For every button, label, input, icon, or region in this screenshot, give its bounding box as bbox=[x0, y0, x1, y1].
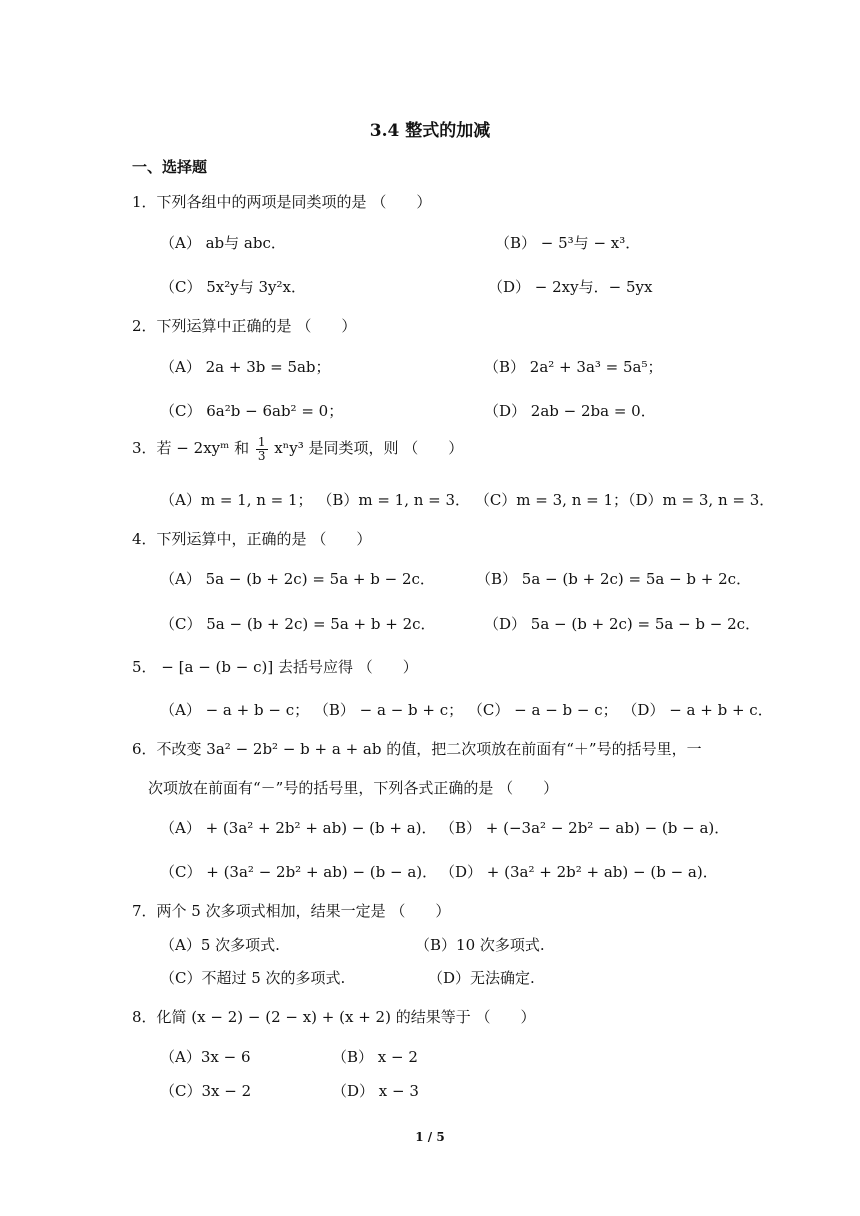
question-1-option-a: （A） ab与 abc． bbox=[160, 234, 286, 252]
question-8-stem: 8．化简 (x − 2) − (2 − x) + (x + 2) 的结果等于 （ ） bbox=[132, 1008, 536, 1026]
question-7-option-b: （B）10 次多项式. bbox=[415, 936, 545, 954]
question-7-option-d: （D）无法确定. bbox=[428, 969, 535, 987]
question-5-stem: 5． − [a − (b − c)] 去括号应得 （ ） bbox=[132, 658, 418, 676]
question-4-option-a: （A） 5a − (b + 2c) = 5a + b − 2c． bbox=[160, 570, 435, 588]
question-4-option-d: （D） 5a − (b + 2c) = 5a − b − 2c． bbox=[484, 615, 761, 633]
question-2-option-d: （D） 2ab − 2ba = 0． bbox=[484, 402, 656, 420]
question-2-stem: 2．下列运算中正确的是 （ ） bbox=[132, 317, 357, 335]
question-8-option-d: （D） x − 3 bbox=[332, 1082, 419, 1100]
question-1-stem: 1．下列各组中的两项是同类项的是 （ ） bbox=[132, 193, 432, 211]
section-heading: 一、选择题 bbox=[132, 158, 208, 176]
question-6-option-d: （D） + (3a² + 2b² + ab) − (b − a)． bbox=[440, 863, 718, 881]
question-3-stem-pre: 3．若 − 2xyᵐ 和 bbox=[132, 439, 250, 458]
question-6-stem-line-1: 6．不改变 3a² − 2b² − b + a + ab 的值，把二次项放在前面有“＋”号的括号里，一 bbox=[132, 740, 702, 758]
question-3-options: （A）m = 1, n = 1； （B）m = 1, n = 3． （C）m = 3, n = 1；（D）m = 3, n = 3． bbox=[160, 491, 775, 509]
fraction-numerator: 1 bbox=[257, 435, 266, 449]
fraction-denominator: 3 bbox=[257, 448, 266, 463]
question-4-stem: 4．下列运算中，正确的是 （ ） bbox=[132, 530, 372, 548]
question-5-options: （A） − a + b − c； （B） − a − b + c； （C） − a − b − c； （D） − a + b + c． bbox=[160, 701, 773, 719]
question-4-option-b: （B） 5a − (b + 2c) = 5a − b + 2c． bbox=[476, 570, 752, 588]
question-6-stem-line-2: 次项放在前面有“－”号的括号里，下列各式正确的是 （ ） bbox=[148, 779, 559, 797]
question-8-option-a: （A）3x − 6 bbox=[160, 1048, 251, 1066]
question-2-option-c: （C） 6a²b − 6ab² = 0； bbox=[160, 402, 344, 420]
question-3-stem bbox=[132, 436, 463, 462]
question-2-option-b: （B） 2a² + 3a³ = 5a⁵； bbox=[484, 358, 663, 376]
question-7-option-a: （A）5 次多项式. bbox=[160, 936, 280, 954]
question-6-option-b: （B） + (−3a² − 2b² − ab) − (b − a)． bbox=[440, 819, 730, 837]
question-7-option-c: （C）不超过 5 次的多项式. bbox=[160, 969, 346, 987]
question-1-option-c: （C） 5x²y与 3y²x． bbox=[160, 278, 306, 296]
question-2-option-a: （A） 2a + 3b = 5ab； bbox=[160, 358, 331, 376]
page-number: 1 / 5 bbox=[415, 1130, 445, 1144]
page-title: 3.4 整式的加减 bbox=[369, 121, 491, 141]
question-3-fraction bbox=[256, 436, 268, 462]
question-1-option-d: （D） − 2xy与．− 5yx bbox=[488, 278, 653, 296]
question-6-option-c: （C） + (3a² − 2b² + ab) − (b − a)． bbox=[160, 863, 438, 881]
question-6-option-a: （A） + (3a² + 2b² + ab) − (b + a)． bbox=[160, 819, 437, 837]
question-3-stem-post: xⁿy³ 是同类项，则 （ ） bbox=[274, 439, 464, 458]
question-4-option-c: （C） 5a − (b + 2c) = 5a + b + 2c． bbox=[160, 615, 436, 633]
question-7-stem: 7．两个 5 次多项式相加，结果一定是 （ ） bbox=[132, 902, 451, 920]
question-8-option-b: （B） x − 2 bbox=[332, 1048, 418, 1066]
question-1-option-b: （B） − 5³与 − x³． bbox=[495, 234, 641, 252]
question-8-option-c: （C）3x − 2 bbox=[160, 1082, 252, 1100]
